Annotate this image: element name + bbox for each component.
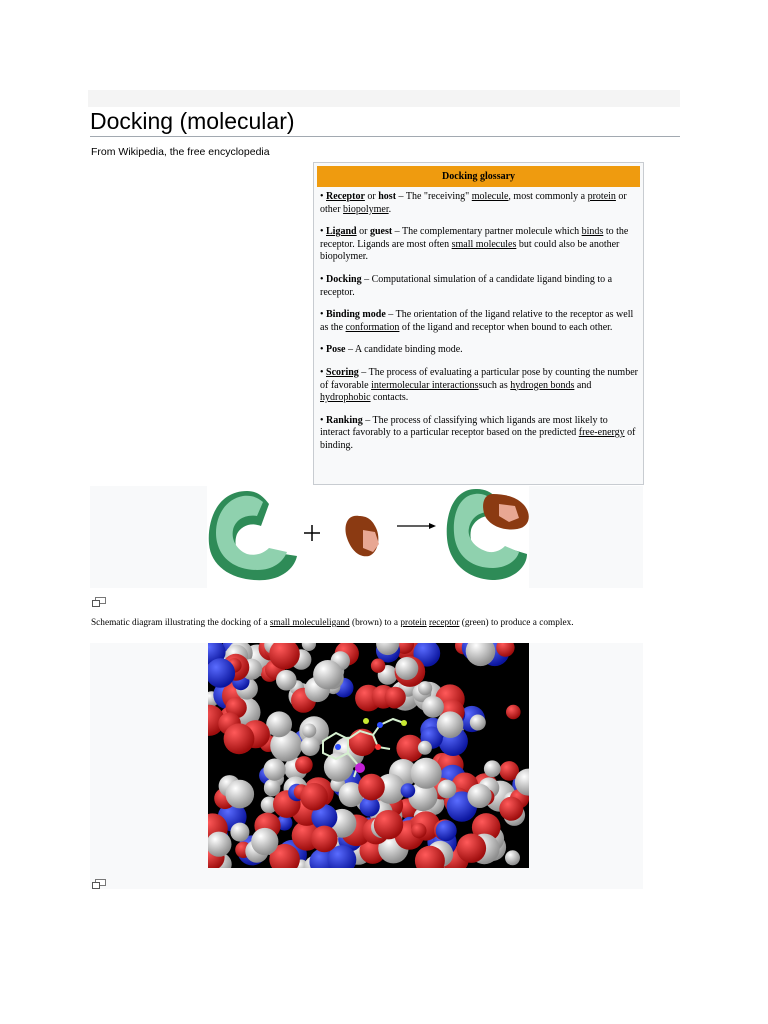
surface-atom <box>506 705 521 720</box>
surface-atom <box>470 715 486 731</box>
text: . <box>388 203 392 215</box>
docking-schematic-svg <box>207 486 529 588</box>
term-pose: Pose <box>326 344 346 356</box>
ligand-shape <box>346 516 380 557</box>
molecular-surface-svg <box>208 643 529 868</box>
link-free-energy[interactable]: free-energy <box>578 427 625 439</box>
enlarge-icon[interactable] <box>92 879 106 889</box>
surface-atom <box>276 670 297 691</box>
text: – Computational simulation of a candidate ligand binding to a receptor. <box>320 273 613 298</box>
term-docking: Docking <box>326 273 362 285</box>
text: of the ligand and receptor when bound to each other. <box>399 321 613 333</box>
surface-atom <box>251 828 278 855</box>
surface-atom <box>300 783 328 811</box>
surface-atom <box>313 660 342 689</box>
tagline: From Wikipedia, the free encyclopedia <box>91 146 270 158</box>
bullet: • <box>320 344 327 356</box>
docking-schematic-image[interactable] <box>207 486 529 588</box>
text: of binding. <box>320 427 636 451</box>
surface-atom <box>349 729 376 756</box>
text: – The process of classifying which ligands are most likely to interact favorably to a particular receptor based on the predicted <box>320 414 608 439</box>
link-protein[interactable]: protein <box>400 618 427 628</box>
glossary-entry-ranking <box>320 415 638 453</box>
bullet: • <box>320 226 327 238</box>
bullet: • <box>320 273 327 285</box>
text: (green) to produce a complex. <box>459 618 574 628</box>
complex-shape <box>447 489 529 580</box>
bullet: • <box>320 309 327 321</box>
surface-atom <box>264 779 280 795</box>
surface-atoms <box>208 643 529 868</box>
molecular-surface-render-image[interactable] <box>208 643 529 868</box>
text: – The complementary partner molecule which <box>392 226 582 238</box>
figure1-caption <box>91 618 671 628</box>
surface-atom <box>371 659 385 673</box>
glossary-entry-pose <box>320 344 638 357</box>
page-title: Docking (molecular) <box>90 107 680 137</box>
link-hydrogen-bonds[interactable]: hydrogen bonds <box>510 379 575 391</box>
surface-atom <box>418 741 432 755</box>
bullet: • <box>320 366 327 378</box>
glossary-entry-receptor <box>320 191 638 216</box>
text: – The process of evaluating a particular pose by counting the number of favorable <box>320 366 638 391</box>
term-receptor-link[interactable]: Receptor <box>326 191 365 202</box>
surface-atom <box>374 810 403 839</box>
surface-atom <box>457 834 486 863</box>
surface-atom <box>224 723 255 754</box>
surface-atom <box>264 759 286 781</box>
text: to the receptor. Ligands are most often <box>320 226 629 250</box>
term-binding-mode: Binding mode <box>326 309 386 321</box>
term-ligand-link[interactable]: Ligand <box>326 226 357 238</box>
surface-atom <box>411 823 426 838</box>
text: and <box>574 379 592 391</box>
surface-atom <box>358 774 385 801</box>
surface-atom <box>438 780 457 799</box>
text: such as <box>478 379 511 391</box>
text: contacts. <box>370 392 409 404</box>
term-guest: guest <box>369 226 393 238</box>
surface-atom <box>385 687 406 708</box>
surface-atom <box>499 797 523 821</box>
glossary-entry-binding-mode <box>320 309 638 334</box>
surface-atom <box>266 711 292 737</box>
term-scoring-link[interactable]: Scoring <box>326 366 359 378</box>
text: , most commonly a <box>508 191 588 202</box>
surface-atom <box>467 784 491 808</box>
surface-atom <box>418 681 432 695</box>
surface-atom <box>302 724 316 738</box>
header-bar <box>88 90 680 107</box>
link-hydrophobic[interactable]: hydrophobic <box>320 392 371 404</box>
term-ranking: Ranking <box>326 414 363 426</box>
text: Schematic diagram illustrating the docking of a <box>91 618 270 628</box>
link-small-molecules[interactable]: small molecules <box>451 238 517 250</box>
glossary-entry-docking <box>320 274 638 299</box>
surface-atom <box>437 711 464 738</box>
docking-glossary-box <box>313 162 644 485</box>
surface-atom <box>311 826 338 853</box>
text: – The orientation of the ligand relative to the receptor as well as the <box>320 309 634 333</box>
link-small-molecule[interactable]: small molecule <box>269 618 327 628</box>
bullet: • <box>320 191 327 202</box>
surface-atom <box>395 657 418 680</box>
glossary-body <box>320 191 638 463</box>
arrow-icon <box>397 523 436 529</box>
surface-atom <box>411 758 442 789</box>
surface-atom <box>436 820 457 841</box>
link-receptor[interactable]: receptor <box>429 618 460 628</box>
glossary-header: Docking glossary <box>317 166 640 187</box>
surface-atom <box>422 696 444 718</box>
text: (brown) to a <box>349 618 401 628</box>
text: or <box>356 226 370 238</box>
receptor-shape <box>209 491 297 580</box>
text: or other <box>320 191 627 215</box>
surface-atom <box>484 760 501 777</box>
link-intermolecular-interactions[interactable]: intermolecular interactions <box>371 379 479 391</box>
bullet: • <box>320 414 327 426</box>
term-host: host <box>378 191 397 202</box>
plus-icon <box>304 525 320 541</box>
glossary-entry-ligand <box>320 226 638 264</box>
surface-atom <box>295 756 313 774</box>
text: but could also be another biopolymer. <box>320 238 620 263</box>
link-biopolymer[interactable]: biopolymer <box>343 203 389 215</box>
link-ligand[interactable]: ligand <box>326 618 350 628</box>
surface-atom <box>300 737 319 756</box>
text: – A candidate binding mode. <box>345 344 463 356</box>
surface-atom <box>226 780 255 809</box>
glossary-entry-scoring <box>320 367 638 405</box>
surface-atom <box>401 783 416 798</box>
link-molecule[interactable]: molecule <box>471 191 509 202</box>
text: – The "receiving" <box>396 191 472 202</box>
enlarge-icon[interactable] <box>92 597 106 607</box>
surface-atom <box>230 823 249 842</box>
text: or <box>364 191 379 202</box>
surface-atom <box>505 850 520 865</box>
link-conformation[interactable]: conformation <box>345 321 400 333</box>
link-binds[interactable]: binds <box>581 226 604 238</box>
link-protein[interactable]: protein <box>587 191 616 202</box>
